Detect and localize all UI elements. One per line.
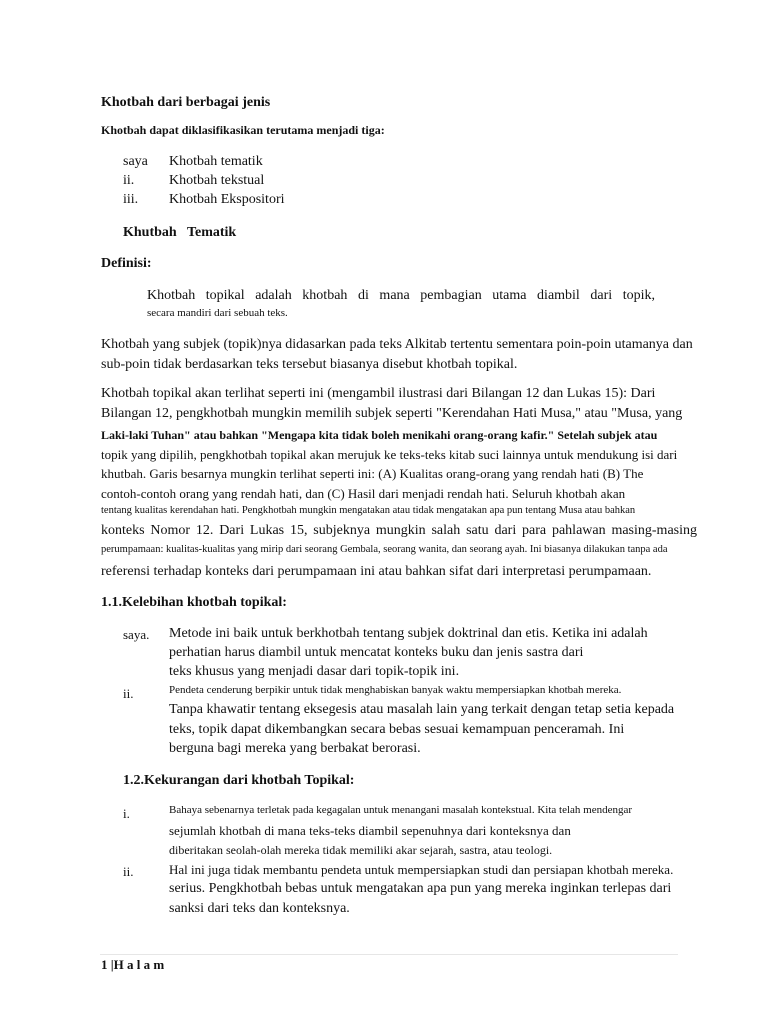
paragraph-line: tentang kualitas kerendahan hati. Pengkhotbah mungkin mengatakan atau tidak mengatakan apa pun tentang Musa atau bahkan	[101, 505, 636, 516]
list-item-line: Bahaya sebenarnya terletak pada kegagalan untuk menangani masalah kontekstual. Kita telah mendengar	[169, 804, 633, 816]
list-item-line: teks, topik dapat dikembangkan secara bebas sesuai kemampuan penceramah. Ini	[169, 722, 625, 737]
definition-label: Definisi:	[101, 256, 152, 271]
paragraph-line: topik yang dipilih, pengkhotbah topikal akan merujuk ke teks-teks kitab suci lainnya untuk mendukung isi dari	[101, 447, 678, 462]
list-marker: i.	[123, 806, 130, 821]
paragraph-line: konteks Nomor 12. Dari Lukas 15, subjeknya mungkin salah satu dari para pahlawan masing-masing	[101, 523, 697, 538]
type-label: Khotbah Ekspositori	[169, 192, 285, 207]
paragraph-line: Khotbah topikal akan terlihat seperti ini (mengambil ilustrasi dari Bilangan 12 dan Lukas 15): Dari	[101, 386, 656, 401]
type-label: Khotbah tekstual	[169, 173, 265, 188]
list-item-line: serius. Pengkhotbah bebas untuk mengatakan apa pun yang mereka inginkan terlepas dari	[169, 881, 672, 896]
list-item-line: diberitakan seolah-olah mereka tidak memiliki akar sejarah, sastra, atau teologi.	[169, 843, 553, 857]
list-item-line: Tanpa khawatir tentang eksegesis atau masalah lain yang terkait dengan tetap setia kepada	[169, 702, 675, 717]
type-marker: ii.	[123, 173, 135, 188]
section-heading: Khutbah Tematik	[123, 225, 237, 240]
page-footer: 1 |H a l a m	[101, 957, 165, 972]
paragraph-line: sub-poin tidak berdasarkan teks tersebut biasanya disebut khotbah topikal.	[101, 357, 518, 372]
list-item-line: perhatian harus diambil untuk mencatat konteks buku dan jenis sastra dari	[169, 645, 584, 660]
type-marker: iii.	[123, 192, 139, 207]
list-marker: ii.	[123, 864, 134, 879]
definition-line: Khotbah topikal adalah khotbah di mana pembagian utama diambil dari topik,	[147, 288, 655, 303]
type-label: Khotbah tematik	[169, 154, 263, 169]
paragraph-line: contoh-contoh orang yang rendah hati, dan (C) Hasil dari menjadi rendah hati. Seluruh khotbah akan	[101, 486, 626, 501]
list-item-line: Metode ini baik untuk berkhotbah tentang subjek doktrinal dan etis. Ketika ini adalah	[169, 626, 648, 641]
subsection-heading: 1.1.Kelebihan khotbah topikal:	[101, 595, 287, 610]
paragraph-line: perumpamaan: kualitas-kualitas yang mirip dari seorang Gembala, seorang wanita, dan seorang ayah. Ini biasanya dilakukan tanpa ada	[101, 544, 668, 555]
paragraph-line: khutbah. Garis besarnya mungkin terlihat seperti ini: (A) Kualitas orang-orang yang rendah hati (B) The	[101, 466, 644, 481]
type-marker: saya	[123, 154, 148, 169]
list-item-line: sanksi dari teks dan konteksnya.	[169, 901, 350, 916]
paragraph-line: Khotbah yang subjek (topik)nya didasarkan pada teks Alkitab tertentu sementara poin-poin utamanya dan	[101, 337, 693, 352]
list-item-line: berguna bagi mereka yang berbakat berorasi.	[169, 741, 421, 756]
list-item-line: Hal ini juga tidak membantu pendeta untuk mempersiapkan studi dan persiapan khotbah mereka.	[169, 862, 674, 877]
list-item-line: teks khusus yang menjadi dasar dari topik-topik ini.	[169, 664, 460, 679]
list-item-line: sejumlah khotbah di mana teks-teks diambil sepenuhnya dari konteksnya dan	[169, 823, 571, 838]
intro-text: Khotbah dapat diklasifikasikan terutama menjadi tiga:	[101, 123, 385, 137]
paragraph-line: Bilangan 12, pengkhotbah mungkin memilih subjek seperti "Kerendahan Hati Musa," atau "Musa, yang	[101, 406, 683, 421]
definition-line: secara mandiri dari sebuah teks.	[147, 307, 288, 319]
paragraph-line: referensi terhadap konteks dari perumpamaan ini atau bahkan sifat dari interpretasi perumpamaan.	[101, 564, 652, 579]
list-item-line: Pendeta cenderung berpikir untuk tidak menghabiskan banyak waktu mempersiapkan khotbah mereka.	[169, 684, 622, 696]
list-marker: saya.	[123, 627, 150, 642]
subsection-heading: 1.2.Kekurangan dari khotbah Topikal:	[123, 773, 355, 788]
document-title: Khotbah dari berbagai jenis	[101, 95, 271, 110]
paragraph-line: Laki-laki Tuhan" atau bahkan "Mengapa kita tidak boleh menikahi orang-orang kafir." Setelah subjek atau	[101, 428, 658, 442]
footer-divider	[100, 954, 678, 955]
list-marker: ii.	[123, 686, 134, 701]
